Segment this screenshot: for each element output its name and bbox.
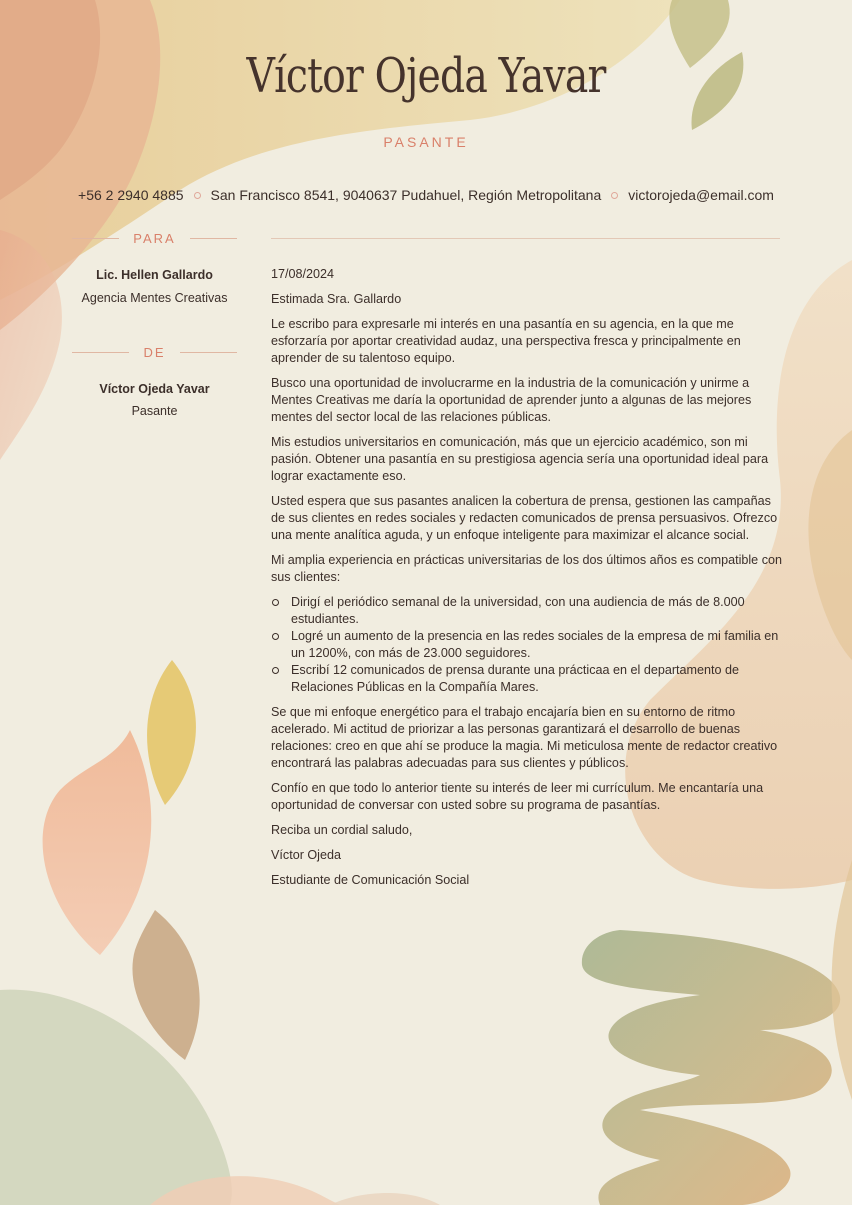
letter-date: 17/08/2024 bbox=[271, 267, 335, 281]
divider bbox=[180, 352, 237, 353]
sender-heading-label: DE bbox=[143, 345, 166, 360]
header-divider bbox=[271, 238, 780, 239]
letter-sign-off: Reciba un cordial saludo, bbox=[271, 823, 413, 837]
letter-paragraph: Confío en que todo lo anterior tiente su interés de leer mi currículum. Me encantaría una oportunidad de conversar con usted sobre su programa de pasantías. bbox=[271, 781, 764, 812]
letter-paragraph: Le escribo para expresarle mi interés en una pasantía en su agencia, en la que me esforzaría por aportar creatividad audaz, una perspectiva fresca y principalmente en aprender de su talentoso equipo. bbox=[271, 317, 741, 365]
signature-title: Estudiante de Comunicación Social bbox=[271, 873, 470, 887]
signature-name: Víctor Ojeda bbox=[271, 848, 341, 862]
letter-paragraph: Mis estudios universitarios en comunicación, más que un ejercicio académico, son mi pasión. Obtener una pasantía en su prestigiosa agencia sería una oportunidad ideal para lograr exactamente eso. bbox=[271, 435, 769, 483]
recipient-heading bbox=[72, 231, 237, 246]
divider bbox=[190, 238, 237, 239]
sender-heading bbox=[72, 345, 237, 360]
sender-title: Pasante bbox=[131, 404, 178, 418]
applicant-name: Víctor Ojeda Yavar bbox=[246, 48, 606, 104]
recipient-company: Agencia Mentes Creativas bbox=[81, 291, 228, 305]
list-item: Dirigí el periódico semanal de la universidad, con una audiencia de más de 8.000 estudiantes. bbox=[271, 594, 783, 628]
divider bbox=[72, 238, 119, 239]
letter-paragraph: Usted espera que sus pasantes analicen la cobertura de prensa, gestionen las campañas de sus clientes en redes sociales y redacten comunicados de prensa persuasivos. Ofrezco una mente analítica aguda, y un enfoque inteligente para maximizar el alcance social. bbox=[271, 494, 778, 542]
divider bbox=[72, 352, 129, 353]
contact-bar bbox=[0, 187, 852, 203]
list-item: Logré un aumento de la presencia en las redes sociales de la empresa de mi familia en un 1200%, con más de 23.000 seguidores. bbox=[271, 628, 783, 662]
contact-email: victorojeda@email.com bbox=[628, 187, 774, 203]
sender-name: Víctor Ojeda Yavar bbox=[99, 382, 210, 396]
recipient-name: Lic. Hellen Gallardo bbox=[96, 268, 213, 282]
letter-greeting: Estimada Sra. Gallardo bbox=[271, 292, 402, 306]
letter-paragraph: Mi amplia experiencia en prácticas universitarias de los dos últimos años es compatible con sus clientes: bbox=[271, 553, 782, 584]
achievements-list bbox=[271, 594, 783, 696]
letter-paragraph: Se que mi enfoque energético para el trabajo encajaría bien en su entorno de ritmo acelerado. Mi actitud de priorizar a las personas garantizará el desarrollo de buenas relaciones: creo en que ahí se produce la magia. Mi meticulosa mente de redactor creativo encontrará las palabras adecuadas para sus clientes y públicos. bbox=[271, 705, 778, 770]
contact-address: San Francisco 8541, 9040637 Pudahuel, Región Metropolitana bbox=[210, 187, 602, 203]
letter-body bbox=[271, 266, 783, 897]
separator-dot-icon bbox=[194, 192, 201, 199]
recipient-heading-label: PARA bbox=[133, 231, 176, 246]
applicant-role: PASANTE bbox=[383, 134, 469, 150]
letter-paragraph: Busco una oportunidad de involucrarme en la industria de la comunicación y unirme a Mentes Creativas me daría la oportunidad de aprender junto a algunas de las mejores mentes del sector local de las relaciones públicas. bbox=[271, 376, 752, 424]
separator-dot-icon bbox=[611, 192, 618, 199]
list-item: Escribí 12 comunicados de prensa durante una prácticaa en el departamento de Relaciones Públicas en la Compañía Mares. bbox=[271, 662, 783, 696]
contact-phone: +56 2 2940 4885 bbox=[78, 187, 184, 203]
